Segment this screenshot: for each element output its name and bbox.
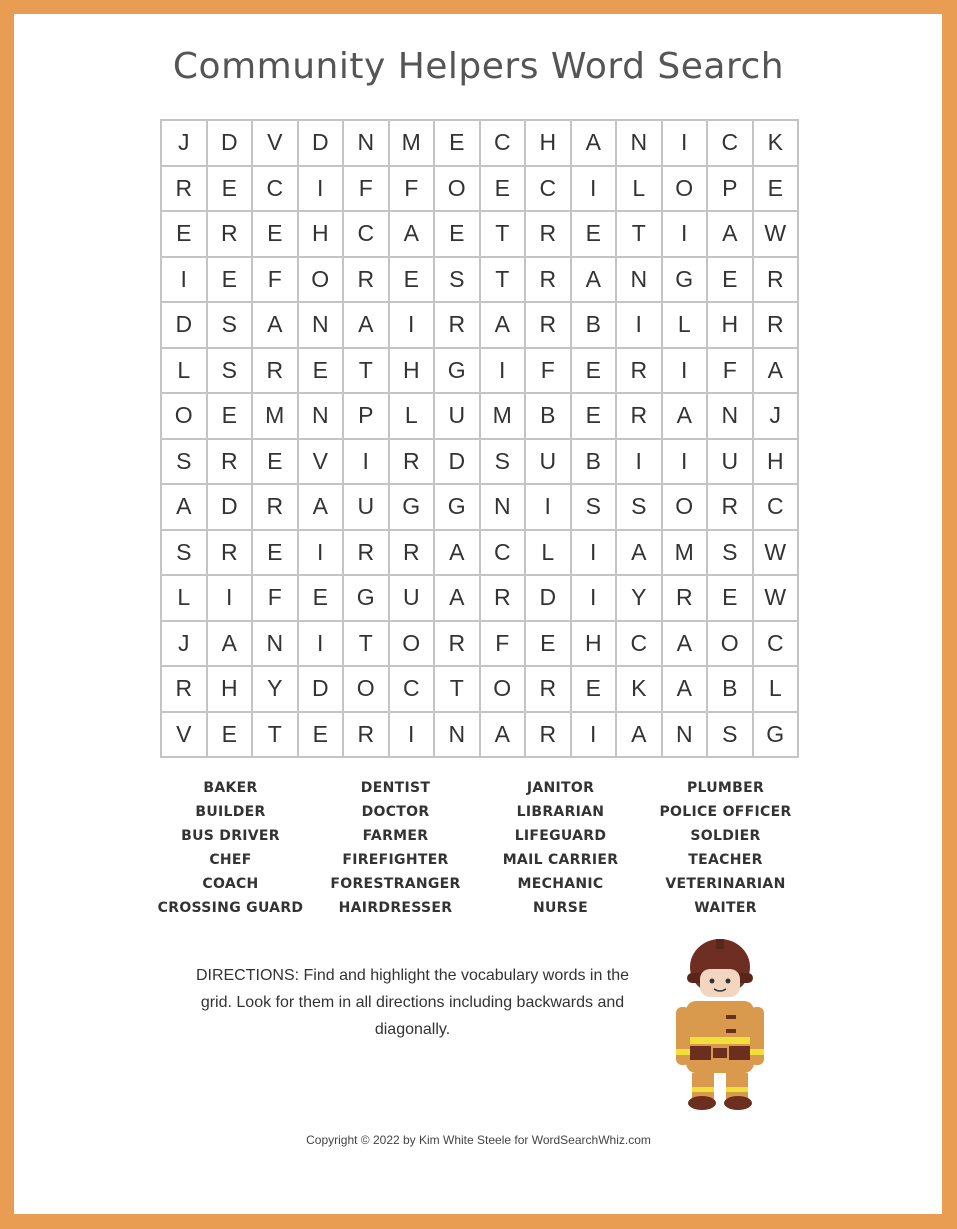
word-list-item: PLUMBER (686, 780, 765, 796)
grid-cell[interactable]: C (753, 484, 799, 530)
grid-cell[interactable]: C (252, 166, 298, 212)
grid-cell[interactable]: R (525, 302, 571, 348)
word-list-item: DENTIST (360, 780, 431, 796)
grid-cell[interactable]: C (343, 211, 389, 257)
grid-cell[interactable]: I (662, 348, 708, 394)
grid-cell[interactable]: N (343, 120, 389, 166)
grid-cell[interactable]: A (707, 211, 753, 257)
grid-cell[interactable]: O (662, 166, 708, 212)
grid-cell[interactable]: C (525, 166, 571, 212)
grid-cell[interactable]: R (161, 166, 207, 212)
grid-cell[interactable]: O (389, 621, 435, 667)
grid-cell[interactable]: C (480, 120, 526, 166)
grid-cell[interactable]: I (571, 575, 617, 621)
grid-cell[interactable]: N (434, 712, 480, 758)
grid-cell[interactable]: C (753, 621, 799, 667)
word-list-item: CROSSING GUARD (157, 900, 304, 916)
grid-cell[interactable]: H (207, 666, 253, 712)
word-list-item: LIBRARIAN (516, 804, 605, 820)
grid-cell[interactable]: C (480, 530, 526, 576)
grid-cell[interactable]: R (434, 302, 480, 348)
grid-cell[interactable]: R (707, 484, 753, 530)
grid-cell[interactable]: I (662, 211, 708, 257)
grid-cell[interactable]: R (616, 348, 662, 394)
grid-cell[interactable]: A (616, 712, 662, 758)
word-list-item: MAIL CARRIER (502, 852, 619, 868)
grid-cell[interactable]: G (343, 575, 389, 621)
grid-cell[interactable]: E (571, 211, 617, 257)
grid-cell[interactable]: I (389, 302, 435, 348)
grid-cell[interactable]: R (343, 712, 389, 758)
grid-cell[interactable]: R (207, 439, 253, 485)
word-list (148, 780, 808, 924)
grid-cell[interactable]: T (343, 621, 389, 667)
grid-cell[interactable]: R (525, 666, 571, 712)
grid-cell[interactable]: S (616, 484, 662, 530)
word-list-item: FARMER (362, 828, 429, 844)
grid-cell[interactable]: H (707, 302, 753, 348)
grid-cell[interactable]: A (480, 302, 526, 348)
grid-cell[interactable]: I (616, 439, 662, 485)
word-list-item: WAITER (694, 900, 757, 916)
grid-cell[interactable]: F (707, 348, 753, 394)
grid-cell[interactable]: E (207, 166, 253, 212)
grid-cell[interactable]: I (298, 621, 344, 667)
grid-cell[interactable]: B (571, 302, 617, 348)
grid-cell[interactable]: M (662, 530, 708, 576)
grid-cell[interactable]: A (389, 211, 435, 257)
grid-cell[interactable]: E (161, 211, 207, 257)
grid-cell[interactable]: I (571, 712, 617, 758)
grid-cell[interactable]: I (571, 166, 617, 212)
grid-cell[interactable]: J (161, 120, 207, 166)
grid-cell[interactable]: R (389, 439, 435, 485)
word-list-item: DOCTOR (361, 804, 430, 820)
word-list-item: NURSE (532, 900, 588, 916)
grid-cell[interactable]: T (480, 211, 526, 257)
grid-cell[interactable]: I (662, 439, 708, 485)
letter-grid (160, 119, 799, 758)
grid-cell[interactable]: E (298, 575, 344, 621)
grid-cell[interactable]: F (252, 257, 298, 303)
grid-cell[interactable]: Y (252, 666, 298, 712)
grid-cell[interactable]: U (525, 439, 571, 485)
word-list-item: FIREFIGHTER (342, 852, 449, 868)
grid-cell[interactable]: I (480, 348, 526, 394)
grid-cell[interactable]: D (298, 120, 344, 166)
grid-cell[interactable]: W (753, 575, 799, 621)
grid-cell[interactable]: G (753, 712, 799, 758)
grid-cell[interactable]: P (343, 393, 389, 439)
grid-cell[interactable]: I (571, 530, 617, 576)
grid-cell[interactable]: C (707, 120, 753, 166)
grid-cell[interactable]: D (298, 666, 344, 712)
grid-cell[interactable]: E (434, 211, 480, 257)
grid-cell[interactable]: E (252, 530, 298, 576)
grid-cell[interactable]: A (434, 575, 480, 621)
grid-cell[interactable]: M (480, 393, 526, 439)
word-list-item: LIFEGUARD (514, 828, 607, 844)
grid-cell[interactable]: H (298, 211, 344, 257)
grid-cell[interactable]: E (571, 666, 617, 712)
grid-cell[interactable]: L (616, 166, 662, 212)
grid-cell[interactable]: R (389, 530, 435, 576)
word-list-item: JANITOR (526, 780, 595, 796)
grid-cell[interactable]: H (571, 621, 617, 667)
grid-cell[interactable]: B (571, 439, 617, 485)
word-list-item: VETERINARIAN (665, 876, 786, 892)
grid-cell[interactable]: N (480, 484, 526, 530)
grid-cell[interactable]: A (571, 257, 617, 303)
grid-cell[interactable]: R (525, 712, 571, 758)
grid-cell[interactable]: S (707, 712, 753, 758)
grid-cell[interactable]: W (753, 530, 799, 576)
grid-cell[interactable]: P (707, 166, 753, 212)
word-list-item: SOLDIER (690, 828, 761, 844)
grid-cell[interactable]: E (207, 257, 253, 303)
grid-cell[interactable]: R (207, 211, 253, 257)
grid-cell[interactable]: I (525, 484, 571, 530)
grid-cell[interactable]: R (252, 348, 298, 394)
grid-cell[interactable]: E (434, 120, 480, 166)
grid-cell[interactable]: J (753, 393, 799, 439)
grid-cell[interactable]: A (480, 712, 526, 758)
grid-cell[interactable]: N (298, 302, 344, 348)
grid-cell[interactable]: E (707, 257, 753, 303)
grid-cell[interactable]: A (298, 484, 344, 530)
grid-cell[interactable]: A (616, 530, 662, 576)
grid-cell[interactable]: K (753, 120, 799, 166)
grid-cell[interactable]: S (571, 484, 617, 530)
word-list-item: FORESTRANGER (330, 876, 461, 892)
grid-cell[interactable]: B (707, 666, 753, 712)
grid-cell[interactable]: S (161, 439, 207, 485)
grid-cell[interactable]: F (525, 348, 571, 394)
grid-cell[interactable]: B (525, 393, 571, 439)
word-list-item: POLICE OFFICER (659, 804, 792, 820)
grid-cell[interactable]: M (389, 120, 435, 166)
grid-cell[interactable]: E (480, 166, 526, 212)
grid-cell[interactable]: R (753, 302, 799, 348)
grid-cell[interactable]: I (161, 257, 207, 303)
copyright-text: Copyright © 2022 by Kim White Steele for WordSearchWhiz.com (306, 1133, 651, 1147)
grid-cell[interactable]: R (616, 393, 662, 439)
grid-cell[interactable]: M (252, 393, 298, 439)
grid-cell[interactable]: U (389, 575, 435, 621)
grid-cell[interactable]: U (434, 393, 480, 439)
grid-cell[interactable]: T (434, 666, 480, 712)
grid-cell[interactable]: E (571, 393, 617, 439)
grid-cell[interactable]: R (662, 575, 708, 621)
grid-cell[interactable]: L (161, 348, 207, 394)
grid-cell[interactable]: O (298, 257, 344, 303)
grid-cell[interactable]: V (298, 439, 344, 485)
grid-cell[interactable]: C (616, 621, 662, 667)
grid-cell[interactable]: O (662, 484, 708, 530)
grid-cell[interactable]: U (343, 484, 389, 530)
grid-cell[interactable]: D (161, 302, 207, 348)
grid-cell[interactable]: I (343, 439, 389, 485)
grid-cell[interactable]: V (161, 712, 207, 758)
grid-cell[interactable]: J (161, 621, 207, 667)
grid-cell[interactable]: E (753, 166, 799, 212)
grid-cell[interactable]: F (480, 621, 526, 667)
grid-cell[interactable]: A (161, 484, 207, 530)
grid-cell[interactable]: E (252, 439, 298, 485)
grid-cell[interactable]: N (616, 257, 662, 303)
page-title: Community Helpers Word Search (172, 46, 785, 87)
word-list-item: TEACHER (688, 852, 763, 868)
grid-cell[interactable]: A (662, 666, 708, 712)
grid-cell[interactable]: L (161, 575, 207, 621)
grid-cell[interactable]: G (662, 257, 708, 303)
word-list-item: CHEF (209, 852, 252, 868)
grid-cell[interactable]: T (252, 712, 298, 758)
word-list-item: MECHANIC (517, 876, 604, 892)
grid-cell[interactable]: I (298, 530, 344, 576)
grid-cell[interactable]: S (207, 302, 253, 348)
grid-cell[interactable]: K (616, 666, 662, 712)
grid-cell[interactable]: L (525, 530, 571, 576)
grid-cell[interactable]: T (616, 211, 662, 257)
grid-cell[interactable]: U (707, 439, 753, 485)
grid-cell[interactable]: R (753, 257, 799, 303)
grid-cell[interactable]: N (662, 712, 708, 758)
grid-cell[interactable]: G (434, 348, 480, 394)
grid-cell[interactable]: E (707, 575, 753, 621)
directions-text: DIRECTIONS: Find and highlight the vocabulary words in the grid. Look for them in all directions including backwards and diagonally. (195, 967, 630, 1038)
grid-cell[interactable]: O (343, 666, 389, 712)
grid-cell[interactable]: L (753, 666, 799, 712)
grid-cell[interactable]: L (662, 302, 708, 348)
grid-cell[interactable]: N (707, 393, 753, 439)
grid-cell[interactable]: E (571, 348, 617, 394)
grid-cell[interactable]: E (207, 712, 253, 758)
grid-cell[interactable]: R (343, 530, 389, 576)
grid-cell[interactable]: O (161, 393, 207, 439)
word-list-item: BAKER (203, 780, 258, 796)
grid-cell[interactable]: S (207, 348, 253, 394)
grid-cell[interactable]: N (252, 621, 298, 667)
grid-cell[interactable]: E (207, 393, 253, 439)
grid-cell[interactable]: V (252, 120, 298, 166)
grid-cell[interactable]: S (434, 257, 480, 303)
grid-cell[interactable]: E (389, 257, 435, 303)
grid-cell[interactable]: A (343, 302, 389, 348)
grid-cell[interactable]: T (480, 257, 526, 303)
grid-cell[interactable]: E (298, 348, 344, 394)
grid-cell[interactable]: I (207, 575, 253, 621)
grid-cell[interactable]: R (525, 211, 571, 257)
grid-cell[interactable]: A (252, 302, 298, 348)
grid-cell[interactable]: A (434, 530, 480, 576)
grid-cell[interactable]: R (252, 484, 298, 530)
grid-cell[interactable]: C (389, 666, 435, 712)
grid-cell[interactable]: A (571, 120, 617, 166)
grid-cell[interactable]: G (389, 484, 435, 530)
word-list-item: BUS DRIVER (181, 828, 280, 844)
grid-cell[interactable]: S (480, 439, 526, 485)
grid-cell[interactable]: I (616, 302, 662, 348)
grid-cell[interactable]: R (343, 257, 389, 303)
grid-cell[interactable]: N (616, 120, 662, 166)
grid-cell[interactable]: I (298, 166, 344, 212)
grid-cell[interactable]: F (389, 166, 435, 212)
grid-cell[interactable]: H (525, 120, 571, 166)
grid-cell[interactable]: H (389, 348, 435, 394)
grid-cell[interactable]: E (298, 712, 344, 758)
grid-cell[interactable]: G (434, 484, 480, 530)
grid-cell[interactable]: H (753, 439, 799, 485)
grid-cell[interactable]: A (662, 621, 708, 667)
grid-cell[interactable]: Y (616, 575, 662, 621)
grid-cell[interactable]: D (525, 575, 571, 621)
grid-cell[interactable]: D (434, 439, 480, 485)
grid-cell[interactable]: E (525, 621, 571, 667)
grid-cell[interactable]: W (753, 211, 799, 257)
grid-cell[interactable]: T (343, 348, 389, 394)
word-list-item: COACH (202, 876, 259, 892)
grid-cell[interactable]: A (662, 393, 708, 439)
grid-cell[interactable]: I (389, 712, 435, 758)
grid-cell[interactable]: O (707, 621, 753, 667)
firefighter-icon (672, 937, 768, 1112)
grid-cell[interactable]: F (343, 166, 389, 212)
grid-cell[interactable]: R (434, 621, 480, 667)
grid-cell[interactable]: O (480, 666, 526, 712)
word-list-item: HAIRDRESSER (338, 900, 453, 916)
word-list-item: BUILDER (195, 804, 266, 820)
grid-cell[interactable]: S (161, 530, 207, 576)
grid-cell[interactable]: A (207, 621, 253, 667)
grid-cell[interactable]: I (662, 120, 708, 166)
grid-cell[interactable]: R (525, 257, 571, 303)
grid-cell[interactable]: E (252, 211, 298, 257)
grid-cell[interactable]: A (753, 348, 799, 394)
grid-cell[interactable]: D (207, 120, 253, 166)
grid-cell[interactable]: L (389, 393, 435, 439)
grid-cell[interactable]: R (480, 575, 526, 621)
grid-cell[interactable]: F (252, 575, 298, 621)
grid-cell[interactable]: R (161, 666, 207, 712)
grid-cell[interactable]: D (207, 484, 253, 530)
grid-cell[interactable]: R (207, 530, 253, 576)
grid-cell[interactable]: N (298, 393, 344, 439)
grid-cell[interactable]: O (434, 166, 480, 212)
grid-cell[interactable]: S (707, 530, 753, 576)
